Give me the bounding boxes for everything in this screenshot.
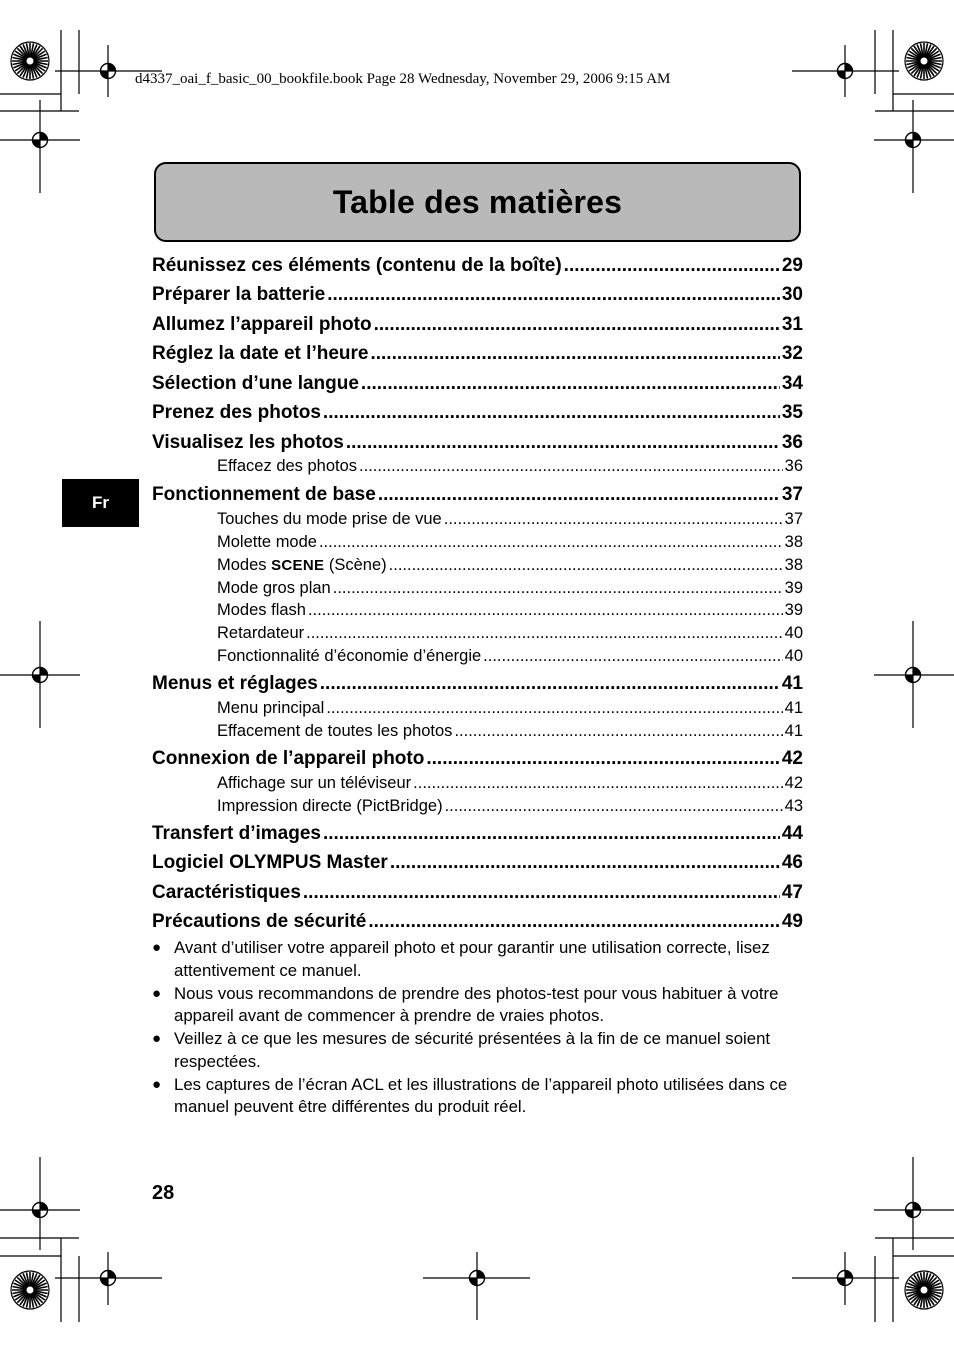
- toc-subentry[interactable]: [217, 579, 803, 598]
- note-text: Avant d’utiliser votre appareil photo et pour garantir une utilisation correcte, lisez attentivement ce manuel.: [174, 938, 770, 980]
- toc-page: 30: [781, 284, 803, 305]
- toc-label: Mode gros plan: [217, 579, 331, 597]
- note-item: [152, 937, 812, 982]
- toc-label: [217, 556, 387, 575]
- toc-subentry[interactable]: [217, 722, 803, 741]
- print-slug: d4337_oai_f_basic_00_bookfile.book Page 28 Wednesday, November 29, 2006 9:15 AM: [135, 71, 671, 87]
- leader-dots: [319, 533, 783, 552]
- toc-subentry[interactable]: [217, 533, 803, 552]
- toc-subentry[interactable]: [217, 797, 803, 816]
- toc-entry[interactable]: [152, 402, 803, 424]
- toc-page: 38: [784, 556, 803, 574]
- note-item: [152, 983, 812, 1028]
- toc-entry[interactable]: [152, 314, 803, 336]
- toc-label: Molette mode: [217, 533, 317, 551]
- leader-dots: [359, 457, 783, 476]
- leader-dots: [333, 579, 783, 598]
- toc-page: 32: [781, 343, 803, 364]
- toc-page: 40: [784, 624, 803, 642]
- toc-label: Connexion de l’appareil photo: [152, 748, 425, 769]
- toc-page: 42: [784, 774, 803, 792]
- toc-label: Fonctionnement de base: [152, 484, 376, 505]
- leader-dots: [444, 510, 783, 529]
- toc-entry[interactable]: [152, 343, 803, 365]
- toc-label: Réglez la date et l’heure: [152, 343, 369, 364]
- title-box: [154, 162, 801, 242]
- note-text: Veillez à ce que les mesures de sécurité présentées à la fin de ce manuel soient respectées.: [174, 1029, 771, 1071]
- toc-label: Logiciel OLYMPUS Master: [152, 852, 388, 873]
- toc-label: Sélection d’une langue: [152, 373, 359, 394]
- toc-label: Impression directe (PictBridge): [217, 797, 443, 815]
- toc-subentry[interactable]: [217, 556, 803, 575]
- leader-dots: [426, 748, 780, 770]
- bullet-icon: ●: [152, 939, 162, 956]
- toc-page: 31: [781, 314, 803, 335]
- toc-subentry[interactable]: [217, 457, 803, 476]
- leader-dots: [374, 314, 780, 336]
- leader-dots: [454, 722, 782, 741]
- toc-subentry[interactable]: [217, 699, 803, 718]
- toc-page: 39: [784, 601, 803, 619]
- toc-page: 29: [781, 255, 803, 276]
- toc-entry[interactable]: [152, 284, 803, 306]
- leader-dots: [327, 284, 780, 306]
- toc-entry[interactable]: [152, 484, 803, 506]
- leader-dots: [483, 647, 782, 666]
- toc-page: 41: [784, 722, 803, 740]
- leader-dots: [370, 343, 779, 365]
- leader-dots: [323, 402, 780, 424]
- toc-entry[interactable]: [152, 911, 803, 933]
- toc-page: 36: [781, 432, 803, 453]
- toc-label: Menu principal: [217, 699, 325, 717]
- toc-label: Allumez l’appareil photo: [152, 314, 372, 335]
- leader-dots: [361, 373, 780, 395]
- scene-mode-label: SCENE: [271, 557, 325, 574]
- leader-dots: [564, 255, 780, 277]
- toc-label-prefix: Modes: [217, 556, 272, 574]
- toc-label: Modes flash: [217, 601, 306, 619]
- toc-subentry[interactable]: [217, 510, 803, 529]
- language-tab: Fr: [62, 479, 139, 527]
- leader-dots: [320, 673, 780, 695]
- leader-dots: [326, 699, 782, 718]
- toc-label: Effacement de toutes les photos: [217, 722, 453, 740]
- leader-dots: [378, 484, 780, 506]
- bullet-icon: ●: [152, 1030, 162, 1047]
- toc-label: Fonctionnalité d’économie d’énergie: [217, 647, 482, 665]
- toc-entry[interactable]: [152, 748, 803, 770]
- leader-dots: [346, 432, 780, 454]
- toc-entry[interactable]: [152, 823, 803, 845]
- leader-dots: [368, 911, 779, 933]
- page-title: Table des matières: [332, 183, 623, 220]
- toc-label: Réunissez ces éléments (contenu de la boîte): [152, 255, 562, 276]
- toc-page: 43: [784, 797, 803, 815]
- toc-label: Visualisez les photos: [152, 432, 344, 453]
- toc-entry[interactable]: [152, 852, 803, 874]
- toc-page: 40: [784, 647, 803, 665]
- toc-entry[interactable]: [152, 673, 803, 695]
- leader-dots: [306, 624, 783, 643]
- toc-label: Touches du mode prise de vue: [217, 510, 442, 528]
- toc-label: Prenez des photos: [152, 402, 321, 423]
- toc-label-suffix: (Scène): [324, 556, 387, 574]
- toc-subentry[interactable]: [217, 624, 803, 643]
- toc-page: 34: [781, 373, 803, 394]
- toc-page: 49: [781, 911, 803, 932]
- toc-entry[interactable]: [152, 432, 803, 454]
- toc-page: 36: [784, 457, 803, 475]
- leader-dots: [323, 823, 780, 845]
- toc-label: Précautions de sécurité: [152, 911, 367, 932]
- toc-entry[interactable]: [152, 373, 803, 395]
- toc-page: 39: [784, 579, 803, 597]
- toc-entry[interactable]: [152, 882, 803, 904]
- toc-page: 47: [781, 882, 803, 903]
- leader-dots: [390, 852, 780, 874]
- toc-label: Menus et réglages: [152, 673, 318, 694]
- bullet-icon: ●: [152, 1075, 162, 1093]
- toc-page: 35: [781, 402, 803, 423]
- bullet-icon: ●: [152, 984, 162, 1002]
- toc-label: Préparer la batterie: [152, 284, 326, 305]
- note-text: Les captures de l’écran ACL et les illustrations de l’appareil photo utilisées dans ce manuel peuvent être différentes du produit réel.: [174, 1074, 788, 1116]
- toc-entry[interactable]: [152, 255, 803, 277]
- toc-page: 37: [784, 510, 803, 528]
- leader-dots: [308, 601, 783, 620]
- page-number: 28: [152, 1182, 175, 1204]
- leader-dots: [445, 797, 783, 816]
- toc-label: Effacez des photos: [217, 457, 358, 475]
- toc-page: 42: [781, 748, 803, 769]
- leader-dots: [303, 882, 780, 904]
- notes-list: [152, 937, 812, 1119]
- toc-page: 41: [781, 673, 803, 694]
- leader-dots: [389, 556, 783, 575]
- toc-label: Retardateur: [217, 624, 305, 642]
- toc-page: 37: [781, 484, 803, 505]
- note-item: [152, 1028, 812, 1073]
- toc-subentry[interactable]: [217, 774, 803, 793]
- toc-label: Transfert d’images: [152, 823, 321, 844]
- toc-label: Affichage sur un téléviseur: [217, 774, 412, 792]
- leader-dots: [413, 774, 782, 793]
- toc-subentry[interactable]: [217, 601, 803, 620]
- toc-label: Caractéristiques: [152, 882, 301, 903]
- toc-page: 38: [784, 533, 803, 551]
- toc-page: 41: [784, 699, 803, 717]
- toc-page: 46: [781, 852, 803, 873]
- toc-page: 44: [781, 823, 803, 844]
- toc-subentry[interactable]: [217, 647, 803, 666]
- note-item: [152, 1074, 812, 1119]
- note-text: Nous vous recommandons de prendre des photos-test pour vous habituer à votre appareil avant de commencer à prendre de vraies photos.: [174, 983, 779, 1025]
